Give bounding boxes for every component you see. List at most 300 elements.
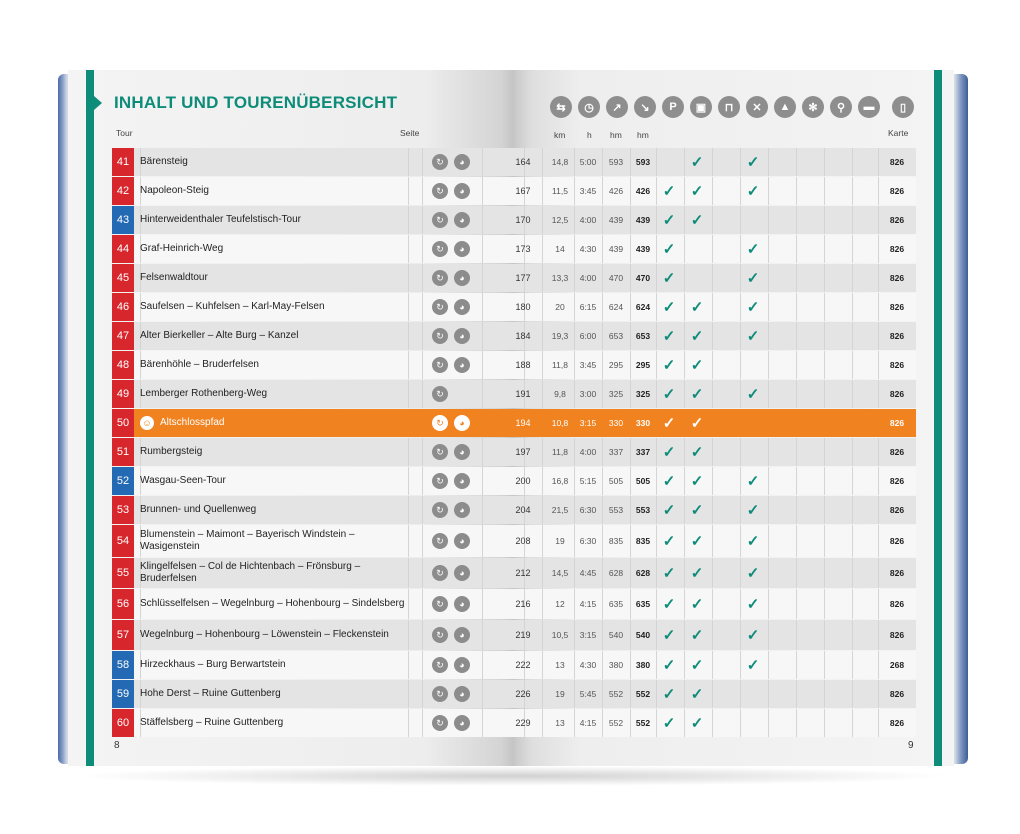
cell-divider [852, 380, 853, 408]
cell-divider [422, 589, 423, 619]
cell-divider [408, 680, 409, 708]
header-karte: Karte [888, 128, 909, 138]
cell-divider [422, 467, 423, 495]
cell-divider [852, 467, 853, 495]
tour-name[interactable] [140, 525, 408, 557]
check-icon: ✓ [662, 444, 676, 461]
tour-name[interactable] [140, 351, 408, 379]
clock-icon: ◷ [578, 96, 600, 118]
bear-icon: ◕ [454, 715, 470, 731]
cell-divider [796, 322, 797, 350]
book-edge-right [952, 74, 968, 764]
cell-divider [482, 206, 483, 234]
cell-divider [768, 235, 769, 263]
tour-name[interactable] [140, 680, 408, 708]
bear-icon: ◕ [454, 473, 470, 489]
bear-icon: ◕ [454, 154, 470, 170]
tour-name[interactable] [140, 264, 408, 292]
cell-divider [422, 206, 423, 234]
loop-icon: ↻ [432, 627, 448, 643]
tour-name[interactable] [140, 322, 408, 350]
check-icon: ✓ [690, 715, 704, 732]
tour-page[interactable]: 200 [515, 476, 531, 486]
loop-icon: ↻ [432, 657, 448, 673]
tour-page[interactable]: 212 [515, 568, 531, 578]
tour-name-text: Graf-Heinrich-Weg [140, 243, 224, 254]
check-icon: ✓ [662, 657, 676, 674]
tour-ascent: 470 [608, 273, 624, 283]
cell-divider [852, 177, 853, 205]
check-icon: ✓ [746, 657, 760, 674]
check-icon: ✓ [690, 357, 704, 374]
tour-duration: 6:30 [579, 536, 597, 546]
cell-divider [824, 351, 825, 379]
check-icon: ✓ [746, 154, 760, 171]
cell-divider [712, 620, 713, 650]
loop-icon: ↻ [432, 212, 448, 228]
cell-divider [824, 620, 825, 650]
bear-icon: ◕ [454, 328, 470, 344]
tour-name[interactable] [140, 148, 408, 176]
tour-ascent: 295 [608, 360, 624, 370]
tour-number: 48 [112, 351, 134, 379]
tour-name[interactable] [140, 558, 408, 588]
cell-divider [712, 148, 713, 176]
loop-icon: ↻ [432, 686, 448, 702]
tour-ascent: 380 [608, 660, 624, 670]
cable-car-icon: ⊓ [718, 96, 740, 118]
tour-page[interactable]: 216 [515, 599, 531, 609]
tour-map-number: 826 [889, 630, 905, 640]
check-icon: ✓ [662, 502, 676, 519]
cell-divider [852, 438, 853, 466]
tour-number: 44 [112, 235, 134, 263]
tour-descent: 593 [635, 157, 651, 167]
tour-number: 49 [112, 380, 134, 408]
header-icon-row [548, 96, 918, 120]
tour-number: 41 [112, 148, 134, 176]
cell-divider [542, 525, 543, 557]
tour-number: 46 [112, 293, 134, 321]
cell-divider [422, 380, 423, 408]
table-row[interactable] [112, 409, 916, 437]
tour-name-text: Altschlosspfad [160, 417, 225, 428]
bear-icon: ◕ [454, 183, 470, 199]
cell-divider [422, 680, 423, 708]
tour-km: 10,5 [551, 630, 569, 640]
tour-name-text: Schlüsselfelsen – Wegelnburg – Hohenbourg – Sindelsberg [140, 598, 405, 609]
cell-divider [768, 496, 769, 524]
check-icon: ✓ [690, 415, 704, 432]
cell-divider [824, 148, 825, 176]
page-title: INHALT UND TOURENÜBERSICHT [114, 93, 398, 112]
check-icon: ✓ [662, 596, 676, 613]
cell-divider [740, 680, 741, 708]
table-row[interactable] [112, 558, 916, 588]
tour-page[interactable]: 180 [515, 302, 531, 312]
check-icon: ✓ [662, 241, 676, 258]
table-row[interactable] [112, 206, 916, 234]
cell-divider [768, 380, 769, 408]
cell-divider [824, 651, 825, 679]
tour-name[interactable] [140, 293, 408, 321]
cell-divider [796, 709, 797, 737]
tour-km: 20 [555, 302, 565, 312]
tour-map-number: 826 [889, 215, 905, 225]
tour-page[interactable]: 229 [515, 718, 531, 728]
tour-descent: 624 [635, 302, 651, 312]
cell-divider [482, 293, 483, 321]
tour-ascent: 835 [608, 536, 624, 546]
bear-icon: ◕ [454, 241, 470, 257]
tour-name[interactable] [140, 438, 408, 466]
check-icon: ✓ [690, 533, 704, 550]
cell-divider [768, 148, 769, 176]
tour-page[interactable]: 164 [515, 157, 531, 167]
table-row[interactable] [112, 620, 916, 650]
check-icon: ✓ [662, 686, 676, 703]
cell-divider [712, 206, 713, 234]
check-icon: ✓ [746, 328, 760, 345]
tour-name-text: Lemberger Rothenberg-Weg [140, 388, 268, 399]
bear-icon: ◕ [454, 533, 470, 549]
check-icon: ✓ [746, 596, 760, 613]
cell-divider [482, 438, 483, 466]
loop-icon: ↻ [432, 357, 448, 373]
tour-km: 10,8 [551, 418, 569, 428]
tour-name[interactable] [140, 496, 408, 524]
table-row[interactable] [112, 651, 916, 679]
tour-map-number: 826 [889, 476, 905, 486]
tour-name[interactable] [140, 709, 408, 737]
check-icon: ✓ [690, 596, 704, 613]
cell-divider [542, 177, 543, 205]
cell-divider [768, 651, 769, 679]
table-row[interactable] [112, 351, 916, 379]
loop-icon: ↻ [432, 533, 448, 549]
tour-duration: 3:45 [579, 186, 597, 196]
tour-duration: 3:45 [579, 360, 597, 370]
tour-name[interactable] [140, 620, 408, 650]
check-icon: ✓ [690, 657, 704, 674]
tour-name[interactable] [140, 467, 408, 495]
cell-divider [740, 206, 741, 234]
cell-divider [542, 558, 543, 588]
bear-icon: ◕ [454, 299, 470, 315]
cell-divider [796, 589, 797, 619]
tour-map-number: 826 [889, 331, 905, 341]
loop-icon: ↻ [432, 241, 448, 257]
cell-divider [796, 264, 797, 292]
tour-duration: 4:45 [579, 568, 597, 578]
tour-duration: 4:15 [579, 599, 597, 609]
check-icon: ✓ [662, 183, 676, 200]
check-icon: ✓ [746, 627, 760, 644]
bear-icon: ◕ [454, 444, 470, 460]
header-seite: Seite [400, 128, 420, 138]
tour-map-number: 826 [889, 360, 905, 370]
winter-icon: ✻ [802, 96, 824, 118]
tour-ascent: 439 [608, 244, 624, 254]
tour-descent: 470 [635, 273, 651, 283]
tour-descent: 380 [635, 660, 651, 670]
tour-page[interactable]: 191 [515, 389, 531, 399]
cell-divider [408, 467, 409, 495]
check-icon: ✓ [746, 473, 760, 490]
tour-ascent: 593 [608, 157, 624, 167]
cell-divider [542, 322, 543, 350]
bear-icon: ◕ [454, 270, 470, 286]
tour-ascent: 330 [608, 418, 624, 428]
tour-number: 47 [112, 322, 134, 350]
tour-page[interactable]: 197 [515, 447, 531, 457]
tour-ascent: 325 [608, 389, 624, 399]
table-row[interactable] [112, 148, 916, 176]
cell-divider [852, 148, 853, 176]
cell-divider [712, 177, 713, 205]
tour-descent: 426 [635, 186, 651, 196]
right-accent-bar [934, 70, 942, 766]
cell-divider [796, 177, 797, 205]
cell-divider [422, 558, 423, 588]
tour-km: 19 [555, 689, 565, 699]
cell-divider [422, 264, 423, 292]
check-icon: ✓ [690, 502, 704, 519]
tour-name[interactable] [140, 235, 408, 263]
tour-page[interactable]: 204 [515, 505, 531, 515]
cell-divider [684, 235, 685, 263]
cell-divider [768, 680, 769, 708]
cell-divider [852, 264, 853, 292]
tour-descent: 552 [635, 718, 651, 728]
table-row[interactable] [112, 322, 916, 350]
tour-descent: 337 [635, 447, 651, 457]
cell-divider [482, 235, 483, 263]
tour-km: 14 [555, 244, 565, 254]
tour-map-number: 826 [889, 186, 905, 196]
cell-divider [482, 525, 483, 557]
check-icon: ✓ [746, 183, 760, 200]
tour-ascent: 505 [608, 476, 624, 486]
cell-divider [712, 680, 713, 708]
tour-duration: 4:00 [579, 447, 597, 457]
tour-km: 19,3 [551, 331, 569, 341]
bear-icon: ◕ [454, 565, 470, 581]
tour-descent: 295 [635, 360, 651, 370]
tour-page[interactable]: 170 [515, 215, 531, 225]
tour-descent: 553 [635, 505, 651, 515]
table-row[interactable] [112, 589, 916, 619]
cell-divider [824, 438, 825, 466]
table-row[interactable] [112, 235, 916, 263]
tour-page[interactable]: 194 [515, 418, 531, 428]
table-row[interactable] [112, 680, 916, 708]
tour-ascent: 426 [608, 186, 624, 196]
cell-divider [852, 322, 853, 350]
tour-descent: 628 [635, 568, 651, 578]
tour-descent: 505 [635, 476, 651, 486]
tour-ascent: 624 [608, 302, 624, 312]
cell-divider [482, 380, 483, 408]
tour-number: 50 [112, 409, 134, 437]
loop-icon: ↻ [432, 183, 448, 199]
tour-page[interactable]: 219 [515, 630, 531, 640]
cell-divider [422, 235, 423, 263]
cell-divider [408, 206, 409, 234]
cell-divider [712, 380, 713, 408]
cell-divider [542, 620, 543, 650]
tour-page[interactable]: 208 [515, 536, 531, 546]
table-row[interactable] [112, 293, 916, 321]
cell-divider [684, 264, 685, 292]
tour-page[interactable]: 184 [515, 331, 531, 341]
cell-divider [796, 438, 797, 466]
cell-divider [482, 148, 483, 176]
cell-divider [852, 496, 853, 524]
header-h: h [587, 130, 592, 140]
loop-icon: ↻ [432, 565, 448, 581]
cell-divider [824, 293, 825, 321]
bear-icon: ◕ [454, 657, 470, 673]
cell-divider [768, 589, 769, 619]
cell-divider [796, 651, 797, 679]
cell-divider [852, 206, 853, 234]
table-row[interactable] [112, 467, 916, 495]
cell-divider [712, 235, 713, 263]
cell-divider [408, 293, 409, 321]
tour-km: 13,3 [551, 273, 569, 283]
tour-km: 11,5 [552, 186, 568, 196]
signpost-icon: ⇆ [550, 96, 572, 118]
cell-divider [482, 620, 483, 650]
check-icon: ✓ [690, 154, 704, 171]
tour-name[interactable] [140, 380, 408, 408]
table-row[interactable] [112, 496, 916, 524]
tour-name-text: Klingelfelsen – Col de Hichtenbach – Frönsburg – Bruderfelsen [140, 561, 361, 584]
table-row[interactable] [112, 380, 916, 408]
left-page-number: 8 [114, 740, 120, 751]
tour-name[interactable] [140, 409, 408, 437]
tour-descent: 325 [635, 389, 651, 399]
tour-ascent: 552 [608, 718, 624, 728]
cell-divider [712, 496, 713, 524]
cell-divider [408, 264, 409, 292]
tour-page[interactable]: 222 [515, 660, 531, 670]
table-row[interactable] [112, 709, 916, 737]
table-row[interactable] [112, 177, 916, 205]
cell-divider [712, 351, 713, 379]
cell-divider [408, 620, 409, 650]
cell-divider [796, 380, 797, 408]
check-icon: ✓ [662, 299, 676, 316]
tour-name-text: Stäffelsberg – Ruine Guttenberg [140, 717, 284, 728]
tour-descent: 540 [635, 630, 651, 640]
tour-name[interactable] [140, 177, 408, 205]
cell-divider [852, 680, 853, 708]
cell-divider [852, 651, 853, 679]
tour-map-number: 826 [889, 447, 905, 457]
cell-divider [482, 496, 483, 524]
cell-divider [712, 525, 713, 557]
table-row[interactable] [112, 438, 916, 466]
tour-number: 58 [112, 651, 134, 679]
header-hm-up: hm [610, 130, 622, 140]
cell-divider [482, 709, 483, 737]
loop-icon: ↻ [432, 299, 448, 315]
cell-divider [796, 148, 797, 176]
tour-name[interactable] [140, 206, 408, 234]
check-icon: ✓ [690, 328, 704, 345]
descent-icon: ↘ [634, 96, 656, 118]
tour-name-text: Brunnen- und Quellenweg [140, 504, 257, 515]
cell-divider [712, 589, 713, 619]
cell-divider [408, 380, 409, 408]
check-icon: ✓ [746, 270, 760, 287]
tour-name[interactable] [140, 589, 408, 619]
tour-page[interactable]: 188 [515, 360, 531, 370]
tour-map-number: 826 [889, 505, 905, 515]
cell-divider [422, 351, 423, 379]
tour-duration: 5:45 [579, 689, 597, 699]
check-icon: ✓ [690, 183, 704, 200]
cell-divider [408, 235, 409, 263]
check-icon: ✓ [746, 533, 760, 550]
tour-page[interactable]: 167 [515, 186, 531, 196]
cell-divider [824, 322, 825, 350]
cell-divider [542, 589, 543, 619]
tour-number: 59 [112, 680, 134, 708]
loop-icon: ↻ [432, 715, 448, 731]
map-icon: ▯ [892, 96, 914, 118]
check-icon: ✓ [690, 386, 704, 403]
tour-map-number: 826 [889, 273, 905, 283]
cell-divider [408, 438, 409, 466]
cell-divider [408, 525, 409, 557]
tour-page[interactable]: 177 [515, 273, 531, 283]
cell-divider [740, 709, 741, 737]
cell-divider [740, 351, 741, 379]
cell-divider [824, 709, 825, 737]
table-row[interactable] [112, 264, 916, 292]
cell-divider [482, 651, 483, 679]
tour-ascent: 635 [608, 599, 624, 609]
cell-divider [542, 148, 543, 176]
tour-page[interactable]: 173 [515, 244, 531, 254]
tour-map-number: 826 [889, 689, 905, 699]
cell-divider [796, 351, 797, 379]
check-icon: ✓ [746, 502, 760, 519]
cell-divider [408, 558, 409, 588]
tour-duration: 4:30 [579, 660, 597, 670]
cell-divider [768, 351, 769, 379]
cell-divider [768, 438, 769, 466]
tour-name-text: Hohe Derst – Ruine Guttenberg [140, 688, 281, 699]
check-icon: ✓ [690, 473, 704, 490]
tour-name[interactable] [140, 651, 408, 679]
check-icon: ✓ [662, 627, 676, 644]
tour-km: 21,5 [551, 505, 569, 515]
left-accent-bar [86, 70, 94, 766]
tour-descent: 552 [635, 689, 651, 699]
cell-divider [768, 322, 769, 350]
cell-divider [712, 709, 713, 737]
table-row[interactable] [112, 525, 916, 557]
loop-icon: ↻ [432, 502, 448, 518]
tour-page[interactable]: 226 [515, 689, 531, 699]
loop-icon: ↻ [432, 415, 448, 431]
cell-divider [796, 525, 797, 557]
cell-divider [542, 293, 543, 321]
